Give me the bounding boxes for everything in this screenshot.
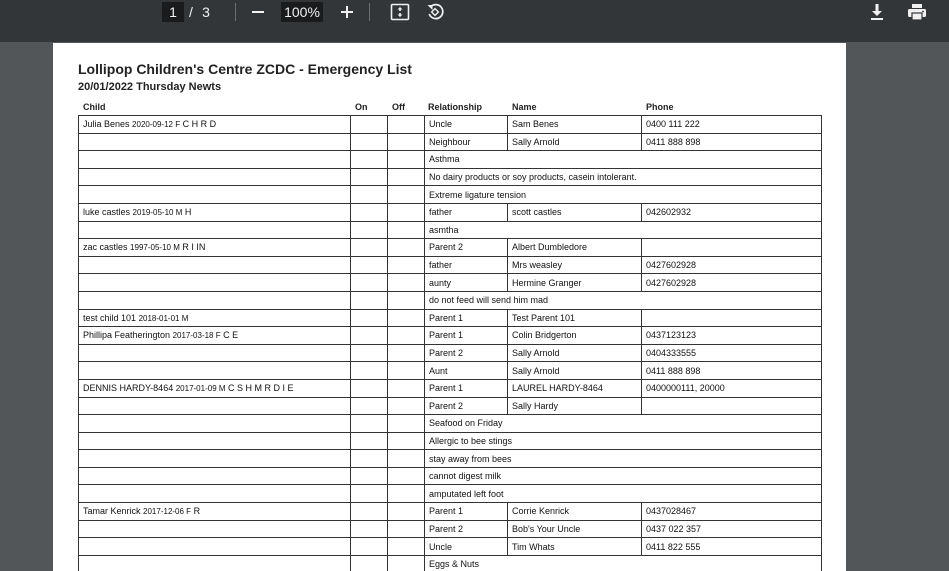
on-cell (351, 467, 388, 485)
note-cell: do not feed will send him mad (425, 291, 822, 309)
on-cell (351, 485, 388, 503)
contact-name-cell: Sally Arnold (508, 362, 642, 380)
off-cell (388, 555, 425, 571)
note-cell: amputated left foot (425, 485, 822, 503)
toolbar-divider (235, 3, 236, 21)
off-cell (388, 239, 425, 257)
contact-row (79, 379, 822, 397)
child-name: Phillipa Featherington (83, 330, 171, 341)
child-cell (79, 538, 351, 556)
child-cell (79, 379, 351, 397)
child-cell (79, 151, 351, 169)
contact-name-cell: LAUREL HARDY-8464 (508, 379, 642, 397)
on-cell (351, 203, 388, 221)
header-relationship: Relationship (428, 102, 483, 112)
relationship-cell: father (425, 203, 508, 221)
contact-name-cell: Bob's Your Uncle (508, 520, 642, 538)
on-cell (351, 274, 388, 292)
child-dob: 2020-09-12 F (132, 120, 181, 130)
contact-row (79, 327, 822, 345)
child-cell (79, 397, 351, 415)
contact-row (79, 538, 822, 556)
print-icon (907, 3, 927, 21)
note-cell: Eggs & Nuts (425, 555, 822, 571)
contact-name-cell: Sally Arnold (508, 133, 642, 151)
page-number-input[interactable]: 1 (162, 2, 184, 22)
note-cell: Seafood on Friday (425, 415, 822, 433)
off-cell (388, 203, 425, 221)
zoom-out-button[interactable] (248, 1, 268, 23)
phone-cell (642, 239, 822, 257)
download-button[interactable] (867, 1, 887, 23)
child-cell (79, 362, 351, 380)
note-row (79, 555, 822, 571)
off-cell (388, 397, 425, 415)
contact-name-cell: Sally Hardy (508, 397, 642, 415)
phone-cell: 0411 888 898 (642, 362, 822, 380)
off-cell (388, 133, 425, 151)
child-dob: 1997-05-10 M (130, 243, 180, 253)
off-cell (388, 221, 425, 239)
contact-name-cell: Test Parent 101 (508, 309, 642, 327)
child-cell (79, 467, 351, 485)
child-dob: 2017-03-18 F (172, 331, 221, 341)
rotate-icon (425, 2, 445, 22)
phone-cell: 042602932 (642, 203, 822, 221)
contact-row (79, 309, 822, 327)
rotate-button[interactable] (425, 1, 445, 23)
child-cell (79, 186, 351, 204)
relationship-cell: Parent 2 (425, 239, 508, 257)
on-cell (351, 450, 388, 468)
child-dob: 2017-01-09 M (175, 384, 226, 394)
toolbar-divider (369, 3, 370, 21)
child-cell (79, 485, 351, 503)
on-cell (351, 221, 388, 239)
off-cell (388, 151, 425, 169)
child-cell (79, 432, 351, 450)
note-cell: Extreme ligature tension (425, 186, 822, 204)
on-cell (351, 520, 388, 538)
child-name: zac castles (83, 242, 128, 253)
document-subtitle: 20/01/2022 Thursday Newts (78, 81, 222, 93)
child-name: Julia Benes (83, 119, 130, 130)
child-cell (79, 415, 351, 433)
relationship-cell: Uncle (425, 538, 508, 556)
on-cell (351, 397, 388, 415)
contact-row (79, 344, 822, 362)
contact-name-cell: Colin Bridgerton (508, 327, 642, 345)
on-cell (351, 291, 388, 309)
note-row (79, 485, 822, 503)
contact-name-cell: Sam Benes (508, 116, 642, 134)
relationship-cell: Aunt (425, 362, 508, 380)
off-cell (388, 503, 425, 521)
relationship-cell: Parent 1 (425, 327, 508, 345)
child-cell (79, 327, 351, 345)
header-off: Off (392, 102, 405, 112)
relationship-cell: aunty (425, 274, 508, 292)
note-row (79, 450, 822, 468)
on-cell (351, 415, 388, 433)
note-cell: stay away from bees (425, 450, 822, 468)
relationship-cell: Neighbour (425, 133, 508, 151)
off-cell (388, 520, 425, 538)
minus-icon (251, 5, 265, 19)
child-cell (79, 203, 351, 221)
contact-row (79, 203, 822, 221)
child-dob: 2018-01-01 M (138, 313, 189, 323)
off-cell (388, 327, 425, 345)
phone-cell: 0400 111 222 (642, 116, 822, 134)
note-row (79, 168, 822, 186)
note-row (79, 291, 822, 309)
total-pages: 3 (202, 4, 210, 20)
off-cell (388, 344, 425, 362)
relationship-cell: Uncle (425, 116, 508, 134)
on-cell (351, 327, 388, 345)
on-cell (351, 116, 388, 134)
child-dob: 2019-05-10 M (132, 208, 183, 218)
phone-cell: 0427602928 (642, 256, 822, 274)
phone-cell: 0411 888 898 (642, 133, 822, 151)
child-cell (79, 291, 351, 309)
on-cell (351, 256, 388, 274)
on-cell (351, 503, 388, 521)
contact-name-cell: Tim Whats (508, 538, 642, 556)
note-row (79, 467, 822, 485)
off-cell (388, 432, 425, 450)
child-cell (79, 221, 351, 239)
note-row (79, 415, 822, 433)
document-title: Lollipop Children's Centre ZCDC - Emergency List (78, 61, 412, 77)
on-cell (351, 133, 388, 151)
contact-name-cell: scott castles (508, 203, 642, 221)
note-cell: asmtha (425, 221, 822, 239)
phone-cell (642, 309, 822, 327)
on-cell (351, 186, 388, 204)
child-cell (79, 274, 351, 292)
phone-cell: 0437123123 (642, 327, 822, 345)
contact-row (79, 274, 822, 292)
contact-name-cell: Albert Dumbledore (508, 239, 642, 257)
relationship-cell: Parent 2 (425, 520, 508, 538)
child-codes: C S H M R D I E (228, 383, 294, 394)
on-cell (351, 239, 388, 257)
off-cell (388, 186, 425, 204)
child-cell (79, 116, 351, 134)
child-name: test child 101 (83, 312, 137, 323)
off-cell (388, 291, 425, 309)
contact-name-cell: Hermine Granger (508, 274, 642, 292)
zoom-in-button[interactable] (337, 1, 357, 23)
child-cell (79, 168, 351, 186)
child-codes: C E (223, 330, 239, 341)
child-name: Tamar Kenrick (83, 506, 141, 517)
off-cell (388, 467, 425, 485)
child-codes: C H R D (182, 119, 217, 130)
contact-row (79, 256, 822, 274)
contact-row (79, 362, 822, 380)
child-cell (79, 309, 351, 327)
contact-row (79, 397, 822, 415)
pdf-page (53, 43, 846, 571)
child-codes: R I IN (182, 242, 206, 253)
on-cell (351, 344, 388, 362)
child-cell (79, 503, 351, 521)
contact-row (79, 239, 822, 257)
off-cell (388, 168, 425, 186)
off-cell (388, 256, 425, 274)
child-cell (79, 256, 351, 274)
note-cell: Asthma (425, 151, 822, 169)
off-cell (388, 116, 425, 134)
fit-to-page-icon (390, 3, 410, 21)
note-cell: cannot digest milk (425, 467, 822, 485)
child-name: luke castles (83, 207, 131, 218)
phone-cell (642, 397, 822, 415)
on-cell (351, 379, 388, 397)
phone-cell: 0437028467 (642, 503, 822, 521)
relationship-cell: Parent 1 (425, 309, 508, 327)
plus-icon (340, 5, 354, 19)
phone-cell: 0437 022 357 (642, 520, 822, 538)
child-cell (79, 450, 351, 468)
header-child: Child (83, 102, 106, 112)
contact-name-cell: Sally Arnold (508, 344, 642, 362)
phone-cell: 0400000111, 20000 (642, 379, 822, 397)
print-button[interactable] (906, 1, 928, 23)
page-separator: / (189, 4, 193, 20)
off-cell (388, 309, 425, 327)
phone-cell: 0404333555 (642, 344, 822, 362)
fit-to-page-button[interactable] (390, 1, 410, 23)
header-phone: Phone (646, 102, 674, 112)
contact-name-cell: Corrie Kenrick (508, 503, 642, 521)
relationship-cell: Parent 2 (425, 397, 508, 415)
zoom-level-input[interactable]: 100% (281, 2, 323, 22)
child-cell (79, 520, 351, 538)
on-cell (351, 432, 388, 450)
on-cell (351, 151, 388, 169)
child-cell (79, 239, 351, 257)
note-row (79, 151, 822, 169)
off-cell (388, 538, 425, 556)
relationship-cell: Parent 2 (425, 344, 508, 362)
on-cell (351, 362, 388, 380)
off-cell (388, 379, 425, 397)
child-codes: H (184, 207, 192, 218)
contact-row (79, 133, 822, 151)
relationship-cell: father (425, 256, 508, 274)
relationship-cell: Parent 1 (425, 503, 508, 521)
off-cell (388, 450, 425, 468)
header-on: On (355, 102, 368, 112)
emergency-table (78, 115, 822, 571)
contact-row (79, 520, 822, 538)
child-codes: R (193, 506, 201, 517)
phone-cell: 0411 822 555 (642, 538, 822, 556)
on-cell (351, 555, 388, 571)
off-cell (388, 485, 425, 503)
note-cell: No dairy products or soy products, casein intolerant. (425, 168, 822, 186)
contact-row (79, 503, 822, 521)
on-cell (351, 309, 388, 327)
note-row (79, 221, 822, 239)
note-row (79, 432, 822, 450)
on-cell (351, 168, 388, 186)
pdf-toolbar (0, 0, 949, 42)
download-icon (869, 3, 885, 21)
contact-row (79, 116, 822, 134)
child-dob: 2017-12-06 F (143, 507, 192, 517)
off-cell (388, 362, 425, 380)
child-name: DENNIS HARDY-8464 (83, 383, 174, 394)
child-cell (79, 344, 351, 362)
contact-name-cell: Mrs weasley (508, 256, 642, 274)
relationship-cell: Parent 1 (425, 379, 508, 397)
child-cell (79, 555, 351, 571)
on-cell (351, 538, 388, 556)
off-cell (388, 274, 425, 292)
note-row (79, 186, 822, 204)
off-cell (388, 415, 425, 433)
note-cell: Allergic to bee stings (425, 432, 822, 450)
phone-cell: 0427602928 (642, 274, 822, 292)
child-cell (79, 133, 351, 151)
header-name: Name (512, 102, 537, 112)
